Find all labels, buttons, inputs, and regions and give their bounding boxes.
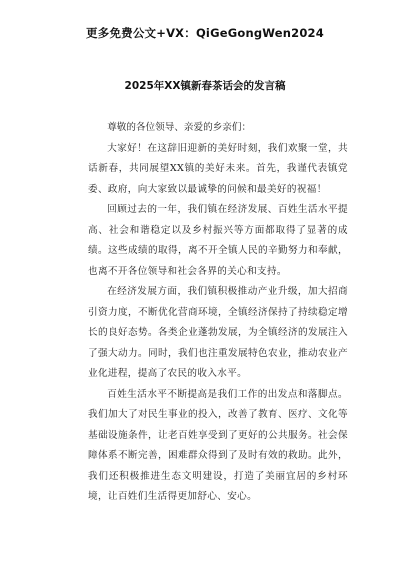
document-title: 2025年XX镇新春茶话会的发言稿 bbox=[124, 80, 286, 92]
promo-header: 更多免费公文+VX：QiGeGongWen2024 bbox=[86, 26, 324, 40]
paragraph-economy: 在经济发展方面，我们镇积极推动产业升级，加大招商引资力度，不断优化营商环境，全镇经济保持了持续稳定增长的良好态势。各类企业蓬勃发展，为全镇经济的发展注入了强大动力。同时，我们也注重发展特色农业，推动农业产业化进程，提高了农民的收入水平。 bbox=[88, 286, 348, 379]
paragraph-livelihood: 百姓生活水平不断提高是我们工作的出发点和落脚点。我们加大了对民生事业的投入，改善了教育、医疗、文化等基础设施条件，让老百姓享受到了更好的公共服务。社会保障体系不断完善，困难群众得到了及时有效的救助。此外，我们还积极推进生态文明建设，打造了美丽宜居的乡村环境，让百姓们生活得更加舒心、安心。 bbox=[88, 388, 348, 502]
paragraph-opening: 大家好！在这辞旧迎新的美好时刻，我们欢聚一堂，共话新春，共同展望XX镇的美好未来。首先，我谨代表镇党委、政府，向大家致以最诚挚的问候和最美好的祝福！ bbox=[88, 142, 348, 195]
document-body bbox=[88, 118, 348, 508]
paragraph-review: 回顾过去的一年，我们镇在经济发展、百姓生活水平提高、社会和谐稳定以及乡村振兴等方面都取得了显著的成绩。这些成绩的取得，离不开全镇人民的辛勤努力和奉献，也离不开各位领导和社会各界的关心和支持。 bbox=[88, 204, 348, 277]
greeting: 尊敬的各位领导、亲爱的乡亲们： bbox=[107, 122, 252, 133]
